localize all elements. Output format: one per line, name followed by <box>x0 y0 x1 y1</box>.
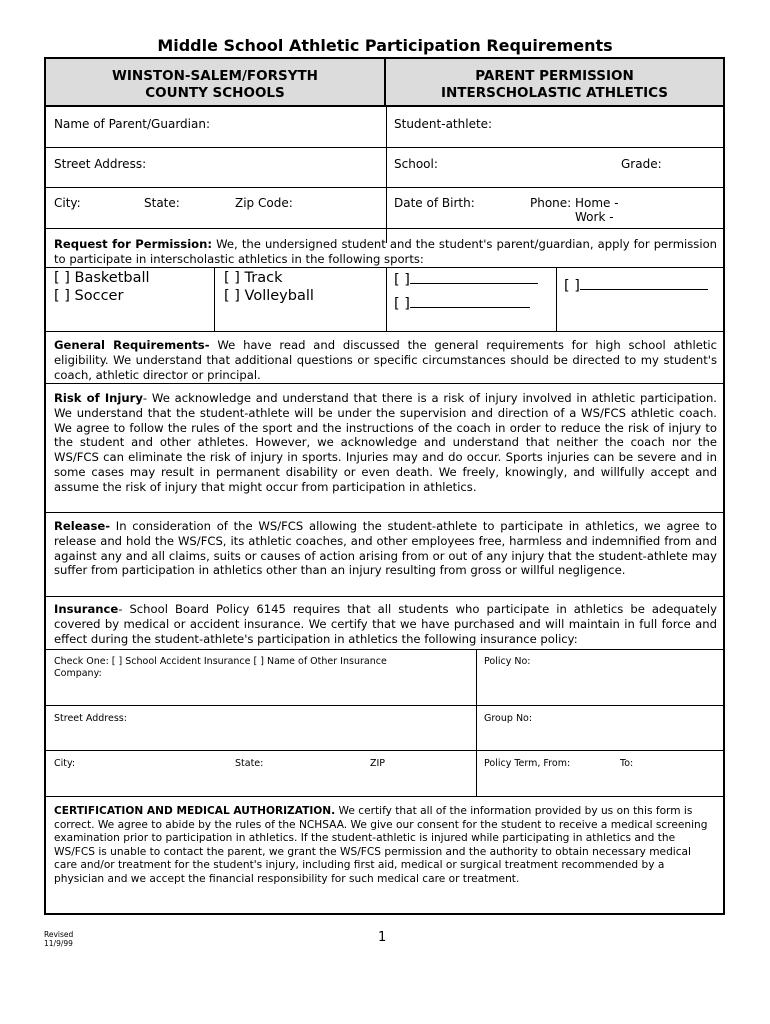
section-divider <box>46 383 723 384</box>
risk-heading: Risk of Injury <box>54 391 143 405</box>
insurance-body: - School Board Policy 6145 requires that all students who participate in athletics be adequately covered by medical or accident insurance. We certify that we have purchased and will maintain in full force and effect during the student-athlete's participation in athletics the following insurance policy: <box>54 602 717 646</box>
risk-body: - We acknowledge and understand that there is a risk of injury involved in athletic participation. We understand that the student-athlete will be under the supervision and direction of a WS/FCS athletic coach. We agree to follow the rules of the sport and the instructions of the coach in order to reduce the risk of injury to the student and other athletes. However, we acknowledge and understand that neither the coach nor the WS/FCS can eliminate the risk of injury in sports. Injuries may and do occur. Sports injuries can be severe and in some cases may result in permanent disability or even death. We freely, knowingly, and willfully accept and assume the risk of injury that might occur from participation in athletics. <box>54 391 717 494</box>
other-sport-checkbox[interactable]: [ ] <box>394 296 410 312</box>
sports-divider <box>214 267 215 331</box>
permission-form <box>44 57 725 915</box>
soccer-checkbox[interactable]: [ ] Soccer <box>54 288 124 304</box>
phone-label: Phone: <box>530 196 572 210</box>
certification-text <box>54 805 717 887</box>
sports-divider <box>556 267 557 331</box>
volleyball-checkbox[interactable]: [ ] Volleyball <box>224 288 314 304</box>
general-heading: General Requirements- <box>54 338 210 352</box>
insurance-zip-field[interactable]: ZIP <box>370 758 386 769</box>
other-sport-blank[interactable] <box>410 270 538 284</box>
row-divider <box>46 147 723 148</box>
other-sport-2[interactable] <box>394 294 530 312</box>
section-divider <box>46 596 723 597</box>
track-checkbox[interactable]: [ ] Track <box>224 270 283 286</box>
request-permission-text <box>54 237 717 267</box>
insurance-type-checkbox[interactable]: Check One: [ ] School Accident Insurance [ ] Name of Other Insurance <box>54 656 387 667</box>
policy-number-field[interactable]: Policy No: <box>484 656 531 667</box>
insurance-row-divider <box>46 750 723 751</box>
date-of-birth-field[interactable]: Date of Birth: <box>394 196 475 210</box>
row-divider <box>46 187 723 188</box>
other-sport-blank[interactable] <box>410 294 530 308</box>
header-district-line2: COUNTY SCHOOLS <box>145 85 285 101</box>
other-sport-blank[interactable] <box>580 276 708 290</box>
policy-term-to-field[interactable]: To: <box>620 758 634 769</box>
insurance-row-divider <box>46 705 723 706</box>
city-field[interactable]: City: <box>54 196 81 210</box>
request-heading: Request for Permission: <box>54 237 213 251</box>
page-number: 1 <box>378 930 387 945</box>
revised-label: Revised <box>44 930 74 939</box>
other-sport-checkbox[interactable]: [ ] <box>394 272 410 288</box>
state-field[interactable]: State: <box>144 196 180 210</box>
insurance-city-field[interactable]: City: <box>54 758 76 769</box>
insurance-state-field[interactable]: State: <box>235 758 264 769</box>
general-requirements-text <box>54 338 717 382</box>
risk-of-injury-text <box>54 391 717 495</box>
phone-work-field[interactable]: Work - <box>575 210 614 224</box>
insurance-grid-top <box>46 649 723 650</box>
header-form-line2: INTERSCHOLASTIC ATHLETICS <box>440 85 668 101</box>
insurance-heading: Insurance <box>54 602 119 616</box>
sports-top-line <box>46 267 723 268</box>
policy-term-from-field[interactable]: Policy Term, From: <box>484 758 571 769</box>
zip-code-field[interactable]: Zip Code: <box>235 196 293 210</box>
page-title: Middle School Athletic Participation Requirements <box>157 36 613 55</box>
school-field[interactable]: School: <box>394 157 438 171</box>
basketball-checkbox[interactable]: [ ] Basketball <box>54 270 150 286</box>
section-divider <box>46 512 723 513</box>
other-sport-1[interactable] <box>394 270 538 288</box>
general-body: We have read and discussed the general requirements for high school athletic eligibility. We understand that additional questions or specific circumstances should be directed to my student's coach, athletic director or principal. <box>54 338 717 382</box>
certification-body: We certify that all of the information provided by us on this form is correct. We agree to abide by the rules of the NCHSAA. We give our consent for the student to receive a medical screening examination prior to participation in athletics. If the student-athletic is injured while participating in athletics and the WS/FCS is unable to contact the parent, we grant the WS/FCS permission and the authority to obtain necessary medical care and/or treatment for the student's injury, including first aid, medical or surgical treatment recommended by a physician and we accept the financial responsibility for such medical care or treatment. <box>54 805 708 885</box>
release-text <box>54 519 717 578</box>
revised-date: 11/9/99 <box>44 939 73 948</box>
group-number-field[interactable]: Group No: <box>484 713 533 724</box>
header-form-type <box>386 59 723 107</box>
revision-note <box>44 930 73 948</box>
street-address-field[interactable]: Street Address: <box>54 157 147 171</box>
other-sport-checkbox[interactable]: [ ] <box>564 278 580 294</box>
student-athlete-field[interactable]: Student-athlete: <box>394 117 493 131</box>
sports-bottom-line <box>46 331 723 332</box>
row-divider <box>46 228 723 229</box>
grade-field[interactable]: Grade: <box>621 157 662 171</box>
release-body: In consideration of the WS/FCS allowing the student-athlete to participate in athletics, we agree to release and hold the WS/FCS, its athletic coaches, and other employees free, harmless and indemnified from and against any and all claims, suits or causes of action arising from or out of any injury that the student-athlete may suffer from participation in athletics other than an injury resulting from gross or willful negligence. <box>54 519 717 578</box>
insurance-text <box>54 602 717 646</box>
request-body: We, the undersigned student and the student's parent/guardian, apply for permission to participate in interscholastic athletics in the following sports: <box>54 237 718 266</box>
insurance-divider <box>476 649 477 796</box>
header-form-line1: PARENT PERMISSION <box>475 68 634 84</box>
release-heading: Release- <box>54 519 111 533</box>
insurance-grid-bottom <box>46 796 723 797</box>
parent-name-field[interactable]: Name of Parent/Guardian: <box>54 117 210 131</box>
insurance-company-field[interactable]: Company: <box>54 668 102 679</box>
info-divider <box>386 107 387 243</box>
header-district <box>46 59 386 107</box>
certification-heading: CERTIFICATION AND MEDICAL AUTHORIZATION. <box>54 805 336 817</box>
sports-divider <box>386 267 387 331</box>
insurance-street-address-field[interactable]: Street Address: <box>54 713 127 724</box>
other-sport-3[interactable] <box>564 276 708 294</box>
phone-home-field[interactable]: Home - <box>575 196 619 210</box>
header-district-line1: WINSTON-SALEM/FORSYTH <box>112 68 318 84</box>
